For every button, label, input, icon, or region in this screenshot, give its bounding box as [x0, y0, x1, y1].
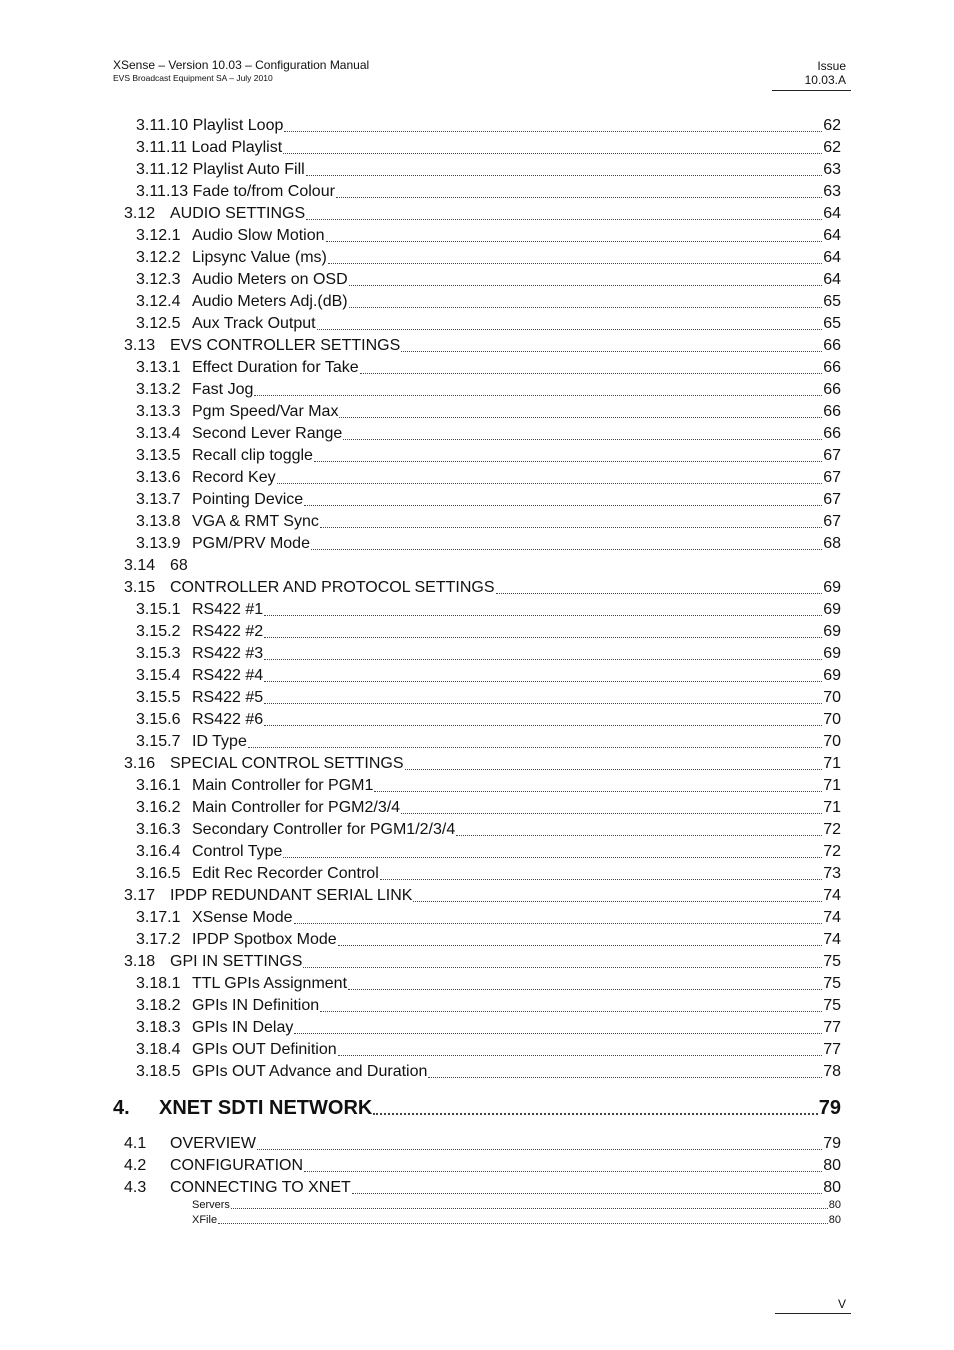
toc-entry[interactable] — [136, 378, 841, 400]
toc-entry-page: 75 — [823, 975, 841, 992]
toc-entry[interactable] — [136, 620, 841, 642]
toc-entry-page: 70 — [823, 733, 841, 750]
toc-entry-page: 74 — [823, 909, 841, 926]
toc-entry-page: 64 — [823, 205, 841, 222]
toc-entry-number: 3.12.1 — [136, 227, 181, 244]
toc-entry-number: 3.15.7 — [136, 733, 181, 750]
toc-entry[interactable] — [136, 818, 841, 840]
toc-entry[interactable] — [124, 1154, 841, 1176]
toc-entry-title: 3.11.13 Fade to/from Colour — [136, 183, 335, 200]
toc-entry-page: 77 — [823, 1041, 841, 1058]
toc-entry-number: 3.15.5 — [136, 689, 181, 706]
toc-entry-number: 3.13.7 — [136, 491, 181, 508]
toc-entry-page: 62 — [823, 117, 841, 134]
toc-entry-page: 65 — [823, 315, 841, 332]
toc-dot-leader — [231, 1207, 828, 1209]
toc-entry-number: 3.15.4 — [136, 667, 181, 684]
toc-entry-page: 77 — [823, 1019, 841, 1036]
toc-entry-title: Lipsync Value (ms) — [192, 249, 327, 266]
toc-dot-leader — [317, 328, 823, 330]
document-publisher: EVS Broadcast Equipment SA – July 2010 — [113, 73, 273, 83]
toc-entry-number: 3.16.5 — [136, 865, 181, 882]
toc-entry-number: 4.3 — [124, 1179, 147, 1196]
toc-dot-leader — [336, 196, 822, 198]
toc-entry-page: 75 — [823, 997, 841, 1014]
toc-entry[interactable] — [136, 664, 841, 686]
toc-entry[interactable] — [136, 928, 841, 950]
toc-dot-leader — [326, 240, 823, 242]
toc-entry[interactable] — [136, 840, 841, 862]
toc-dot-leader — [349, 284, 823, 286]
toc-entry-title: XSense Mode — [192, 909, 293, 926]
toc-entry-page: 69 — [823, 601, 841, 618]
toc-entry-title: CONNECTING TO XNET — [170, 1179, 351, 1196]
toc-entry[interactable] — [192, 1213, 841, 1227]
toc-entry[interactable] — [136, 356, 841, 378]
toc-entry-page: 71 — [823, 755, 841, 772]
toc-entry-page: 66 — [823, 425, 841, 442]
toc-entry[interactable] — [136, 312, 841, 334]
toc-entry-page: 69 — [823, 667, 841, 684]
toc-entry-number: 3.15.3 — [136, 645, 181, 662]
toc-dot-leader — [264, 636, 822, 638]
toc-entry-number: 3.13.9 — [136, 535, 181, 552]
toc-dot-leader — [343, 438, 822, 440]
toc-entry[interactable] — [136, 290, 841, 312]
toc-dot-leader — [320, 1010, 822, 1012]
toc-entry-number: 4.2 — [124, 1157, 147, 1174]
toc-entry-title: 3.11.12 Playlist Auto Fill — [136, 161, 305, 178]
toc-entry-number: 3.12.4 — [136, 293, 181, 310]
toc-entry-number: 3.18.2 — [136, 997, 181, 1014]
toc-entry-title: Main Controller for PGM2/3/4 — [192, 799, 401, 816]
toc-dot-leader — [496, 592, 823, 594]
toc-dot-leader — [218, 1222, 828, 1224]
toc-entry-title: Servers — [192, 1199, 230, 1211]
toc-dot-leader — [360, 372, 823, 374]
toc-dot-leader — [349, 306, 823, 308]
toc-entry[interactable] — [124, 1176, 841, 1198]
toc-entry-title: Audio Slow Motion — [192, 227, 325, 244]
toc-entry-number: 3.15.2 — [136, 623, 181, 640]
toc-dot-leader — [413, 900, 822, 902]
toc-dot-leader — [277, 482, 823, 484]
toc-dot-leader — [338, 944, 823, 946]
toc-entry-title: RS422 #1 — [192, 601, 264, 618]
issue-label: Issue — [817, 59, 846, 73]
toc-entry-page: 71 — [823, 799, 841, 816]
toc-entry-title: IPDP REDUNDANT SERIAL LINK — [170, 887, 413, 904]
toc-dot-leader — [405, 768, 823, 770]
toc-entry-title: Second Lever Range — [192, 425, 343, 442]
toc-dot-leader — [401, 812, 822, 814]
toc-entry-title: SPECIAL CONTROL SETTINGS — [170, 755, 404, 772]
toc-entry-page: 68 — [823, 535, 841, 552]
toc-entry-page: 72 — [823, 843, 841, 860]
toc-entry-number: 3.13.1 — [136, 359, 181, 376]
toc-entry-page: 70 — [823, 689, 841, 706]
toc-entry-title: RS422 #4 — [192, 667, 264, 684]
toc-dot-leader — [306, 218, 822, 220]
toc-entry-page: 80 — [823, 1157, 841, 1174]
toc-entry-number: 3.17.2 — [136, 931, 181, 948]
footer-rule — [775, 1313, 851, 1314]
toc-entry-number: 3.13.6 — [136, 469, 181, 486]
toc-entry[interactable] — [113, 1094, 841, 1120]
toc-entry-number: 3.12.2 — [136, 249, 181, 266]
toc-entry-title: GPI IN SETTINGS — [170, 953, 303, 970]
toc-dot-leader — [254, 394, 822, 396]
toc-entry-page: 69 — [823, 579, 841, 596]
toc-entry[interactable] — [136, 994, 841, 1016]
toc-entry-page: 74 — [823, 887, 841, 904]
toc-entry-number: 3.13.8 — [136, 513, 181, 530]
toc-entry[interactable] — [136, 444, 841, 466]
toc-entry-title: RS422 #3 — [192, 645, 264, 662]
toc-entry-number: 3.15 — [124, 579, 156, 596]
toc-entry-number: 3.12 — [124, 205, 156, 222]
toc-entry[interactable] — [136, 400, 841, 422]
toc-dot-leader — [264, 658, 822, 660]
toc-dot-leader — [380, 878, 822, 880]
toc-entry[interactable] — [136, 422, 841, 444]
toc-entry-title: GPIs OUT Advance and Duration — [192, 1063, 428, 1080]
toc-entry[interactable] — [136, 774, 841, 796]
toc-entry-number: 3.18 — [124, 953, 156, 970]
toc-dot-leader — [306, 174, 823, 176]
toc-entry-page: 64 — [823, 249, 841, 266]
toc-entry-title: Recall clip toggle — [192, 447, 313, 464]
toc-entry-title: GPIs IN Definition — [192, 997, 320, 1014]
toc-entry-number: 3.12.3 — [136, 271, 181, 288]
toc-dot-leader — [314, 460, 822, 462]
toc-entry-title: 68 — [170, 557, 188, 574]
toc-entry-number: 3.15.6 — [136, 711, 181, 728]
toc-entry[interactable] — [136, 136, 841, 158]
toc-entry-page: 66 — [823, 403, 841, 420]
toc-entry-page: 67 — [823, 513, 841, 530]
toc-entry-title: Edit Rec Recorder Control — [192, 865, 379, 882]
toc-entry[interactable] — [136, 642, 841, 664]
toc-entry-number: 4. — [113, 1097, 130, 1119]
toc-dot-leader — [374, 790, 822, 792]
toc-entry[interactable] — [136, 158, 841, 180]
toc-entry-page: 64 — [823, 271, 841, 288]
toc-entry[interactable] — [136, 510, 841, 532]
toc-entry-title: RS422 #5 — [192, 689, 264, 706]
toc-entry-page: 78 — [823, 1063, 841, 1080]
toc-dot-leader — [456, 834, 822, 836]
toc-dot-leader — [338, 1054, 823, 1056]
toc-entry-number: 3.17 — [124, 887, 156, 904]
toc-entry-number: 3.16.1 — [136, 777, 181, 794]
toc-entry[interactable] — [136, 708, 841, 730]
toc-dot-leader — [264, 724, 822, 726]
toc-entry-number: 3.12.5 — [136, 315, 181, 332]
toc-entry-title: GPIs OUT Definition — [192, 1041, 337, 1058]
toc-entry[interactable] — [136, 1016, 841, 1038]
toc-entry-number: 3.13.3 — [136, 403, 181, 420]
header-rule — [772, 90, 851, 91]
toc-entry-page: 62 — [823, 139, 841, 156]
toc-entry-title: Main Controller for PGM1 — [192, 777, 374, 794]
toc-entry-page: 79 — [823, 1135, 841, 1152]
toc-dot-leader — [304, 504, 822, 506]
toc-entry-title: Secondary Controller for PGM1/2/3/4 — [192, 821, 456, 838]
toc-entry-page: 74 — [823, 931, 841, 948]
toc-entry[interactable] — [136, 532, 841, 554]
toc-entry-title: ID Type — [192, 733, 247, 750]
toc-entry-page: 80 — [828, 1199, 841, 1211]
toc-entry-page: 63 — [823, 183, 841, 200]
toc-entry-number: 3.18.1 — [136, 975, 181, 992]
toc-entry-title: VGA & RMT Sync — [192, 513, 319, 530]
toc-entry-page: 79 — [818, 1097, 841, 1119]
toc-entry-number: 3.17.1 — [136, 909, 181, 926]
toc-entry[interactable] — [124, 752, 841, 774]
toc-entry-number: 3.14 — [124, 557, 156, 574]
toc-dot-leader — [320, 526, 822, 528]
toc-entry-number: 3.13.2 — [136, 381, 181, 398]
page-header-right — [805, 59, 846, 87]
toc-entry-title: GPIs IN Delay — [192, 1019, 294, 1036]
toc-entry-title: XNET SDTI NETWORK — [159, 1097, 373, 1119]
toc-dot-leader — [283, 152, 822, 154]
toc-entry[interactable] — [136, 246, 841, 268]
toc-entry[interactable] — [124, 554, 841, 576]
toc-entry[interactable] — [136, 114, 841, 136]
toc-entry-number: 3.18.3 — [136, 1019, 181, 1036]
toc-entry-number: 3.16.4 — [136, 843, 181, 860]
toc-entry-title: CONTROLLER AND PROTOCOL SETTINGS — [170, 579, 495, 596]
toc-dot-leader — [294, 922, 823, 924]
toc-entry-title: Fast Jog — [192, 381, 254, 398]
toc-entry-title: Aux Track Output — [192, 315, 316, 332]
toc-entry-page: 75 — [823, 953, 841, 970]
toc-entry-title: Audio Meters on OSD — [192, 271, 348, 288]
toc-dot-leader — [264, 702, 822, 704]
toc-entry[interactable] — [124, 950, 841, 972]
issue-value: 10.03.A — [804, 73, 846, 87]
toc-dot-leader — [328, 262, 822, 264]
toc-entry-title: EVS CONTROLLER SETTINGS — [170, 337, 401, 354]
toc-entry[interactable] — [136, 862, 841, 884]
toc-dot-leader — [348, 988, 822, 990]
toc-entry[interactable] — [124, 1132, 841, 1154]
toc-entry[interactable] — [136, 466, 841, 488]
toc-entry[interactable] — [124, 884, 841, 906]
toc-entry-title: OVERVIEW — [170, 1135, 256, 1152]
toc-dot-leader — [264, 614, 822, 616]
toc-entry-page: 65 — [823, 293, 841, 310]
toc-entry-title: RS422 #6 — [192, 711, 264, 728]
toc-dot-leader — [352, 1192, 822, 1194]
toc-entry-title: Record Key — [192, 469, 276, 486]
toc-entry-number: 3.15.1 — [136, 601, 181, 618]
toc-entry[interactable] — [124, 576, 841, 598]
toc-dot-leader — [257, 1148, 822, 1150]
toc-entry[interactable] — [136, 598, 841, 620]
toc-entry-number: 3.13.5 — [136, 447, 181, 464]
toc-entry[interactable] — [192, 1198, 841, 1212]
toc-dot-leader — [264, 680, 822, 682]
toc-entry-title: XFile — [192, 1214, 218, 1226]
toc-dot-leader — [294, 1032, 822, 1034]
toc-entry-title: Control Type — [192, 843, 283, 860]
toc-entry[interactable] — [136, 796, 841, 818]
toc-dot-leader — [304, 1170, 822, 1172]
toc-entry-title: Effect Duration for Take — [192, 359, 359, 376]
toc-entry-number: 3.16.2 — [136, 799, 181, 816]
toc-entry-page: 72 — [823, 821, 841, 838]
toc-entry-title: AUDIO SETTINGS — [170, 205, 306, 222]
toc-entry[interactable] — [136, 268, 841, 290]
toc-entry[interactable] — [136, 180, 841, 202]
toc-entry-number: 3.18.5 — [136, 1063, 181, 1080]
toc-entry[interactable] — [136, 972, 841, 994]
toc-entry[interactable] — [136, 1060, 841, 1082]
toc-entry-title: 3.11.11 Load Playlist — [136, 139, 283, 156]
toc-entry-title: TTL GPIs Assignment — [192, 975, 348, 992]
toc-entry-page: 66 — [823, 337, 841, 354]
toc-entry-page: 69 — [823, 623, 841, 640]
page-header-left — [113, 58, 369, 84]
toc-entry-page: 67 — [823, 447, 841, 464]
toc-entry-page: 70 — [823, 711, 841, 728]
toc-entry-title: PGM/PRV Mode — [192, 535, 310, 552]
toc-entry-page: 66 — [823, 359, 841, 376]
toc-dot-leader — [284, 130, 822, 132]
toc-entry-page: 80 — [823, 1179, 841, 1196]
toc-entry-page: 66 — [823, 381, 841, 398]
toc-entry-page: 71 — [823, 777, 841, 794]
toc-entry[interactable] — [136, 730, 841, 752]
toc-entry-title: Audio Meters Adj.(dB) — [192, 293, 348, 310]
toc-entry-number: 3.18.4 — [136, 1041, 181, 1058]
toc-dot-leader — [248, 746, 822, 748]
toc-entry-title: 3.11.10 Playlist Loop — [136, 117, 284, 134]
toc-entry[interactable] — [124, 202, 841, 224]
toc-dot-leader — [401, 350, 822, 352]
toc-entry-title: Pointing Device — [192, 491, 304, 508]
toc-entry-title: IPDP Spotbox Mode — [192, 931, 337, 948]
toc-entry-title: RS422 #2 — [192, 623, 264, 640]
toc-entry-number: 3.13 — [124, 337, 156, 354]
toc-dot-leader — [311, 548, 822, 550]
document-title: XSense – Version 10.03 – Configuration Manual — [113, 58, 370, 72]
toc-entry-number: 3.16.3 — [136, 821, 181, 838]
toc-entry-page: 73 — [823, 865, 841, 882]
toc-entry-page: 63 — [823, 161, 841, 178]
toc-entry-title: CONFIGURATION — [170, 1157, 304, 1174]
toc-dot-leader — [428, 1076, 822, 1078]
toc-dot-leader — [339, 416, 822, 418]
toc-entry-page: 67 — [823, 491, 841, 508]
toc-dot-leader — [373, 1112, 817, 1115]
toc-dot-leader — [283, 856, 822, 858]
page-number: V — [837, 1297, 846, 1311]
toc-entry-number: 3.13.4 — [136, 425, 181, 442]
toc-entry[interactable] — [136, 906, 841, 928]
toc-entry[interactable] — [136, 488, 841, 510]
toc-entry[interactable] — [136, 686, 841, 708]
toc-entry[interactable] — [136, 1038, 841, 1060]
toc-entry-page: 69 — [823, 645, 841, 662]
toc-dot-leader — [303, 966, 822, 968]
toc-entry-number: 3.16 — [124, 755, 156, 772]
toc-entry[interactable] — [136, 224, 841, 246]
toc-entry-page: 67 — [823, 469, 841, 486]
toc-entry-page: 64 — [823, 227, 841, 244]
toc-entry-title: Pgm Speed/Var Max — [192, 403, 339, 420]
toc-entry[interactable] — [124, 334, 841, 356]
toc-entry-number: 4.1 — [124, 1135, 147, 1152]
toc-entry-page: 80 — [828, 1214, 841, 1226]
